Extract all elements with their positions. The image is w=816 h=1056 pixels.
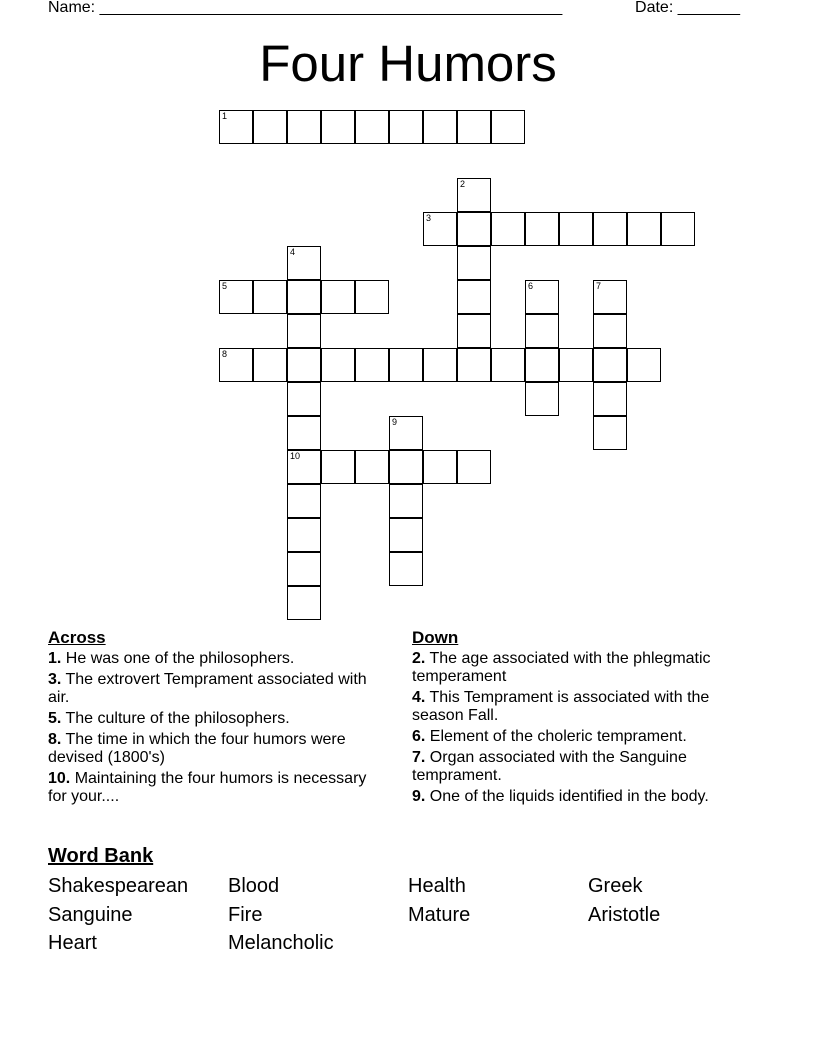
crossword-cell[interactable] [593, 314, 627, 348]
crossword-cell[interactable] [457, 280, 491, 314]
date-field-label: Date: _______ [635, 0, 740, 16]
cell-number: 2 [460, 179, 466, 189]
clue-number: 9. [412, 788, 426, 805]
clue-number: 7. [412, 749, 426, 766]
crossword-cell[interactable] [355, 110, 389, 144]
crossword-cell[interactable] [559, 212, 593, 246]
crossword-cell[interactable] [287, 518, 321, 552]
word-bank-item: Sanguine [48, 904, 133, 926]
crossword-cell[interactable] [287, 110, 321, 144]
crossword-cell[interactable] [389, 552, 423, 586]
word-bank-item: Heart [48, 932, 97, 954]
word-bank-item: Aristotle [588, 904, 661, 926]
clue-down-4 [412, 689, 742, 725]
name-field-label: Name: ____________________________________________________ [48, 0, 563, 16]
across-heading: Across [48, 628, 106, 647]
word-bank-item: Shakespearean [48, 875, 189, 897]
word-bank-item: Melancholic [228, 932, 334, 954]
crossword-cell[interactable] [559, 348, 593, 382]
crossword-cell[interactable] [355, 348, 389, 382]
crossword-cell[interactable] [491, 348, 525, 382]
word-bank-item: Fire [228, 904, 263, 926]
cell-number: 6 [528, 281, 534, 291]
cell-number: 9 [392, 417, 398, 427]
crossword-cell[interactable] [321, 110, 355, 144]
crossword-cell[interactable] [423, 110, 457, 144]
across-clues [48, 629, 378, 809]
crossword-cell[interactable] [287, 348, 321, 382]
crossword-cell[interactable] [321, 450, 355, 484]
crossword-cell[interactable] [287, 246, 321, 280]
crossword-cell[interactable] [287, 586, 321, 620]
crossword-cell[interactable] [457, 212, 491, 246]
cell-number: 5 [222, 281, 228, 291]
crossword-cell[interactable] [287, 552, 321, 586]
cell-number: 1 [222, 111, 228, 121]
clue-number: 10. [48, 770, 71, 787]
down-clues [412, 629, 742, 809]
clue-down-7 [412, 749, 742, 785]
clue-text: This Temprament is associated with the season Fall. [412, 689, 710, 724]
crossword-cell[interactable] [389, 110, 423, 144]
clue-text: Organ associated with the Sanguine temprament. [412, 749, 687, 784]
clue-text: Element of the choleric temprament. [425, 728, 687, 745]
crossword-cell[interactable] [423, 450, 457, 484]
crossword-cell[interactable] [593, 416, 627, 450]
crossword-cell[interactable] [457, 314, 491, 348]
word-bank-item: Mature [408, 904, 471, 926]
crossword-cell[interactable] [491, 212, 525, 246]
crossword-cell[interactable] [219, 280, 253, 314]
clue-across-3 [48, 671, 378, 707]
crossword-cell[interactable] [287, 280, 321, 314]
crossword-cell[interactable] [627, 348, 661, 382]
clue-text: The age associated with the phlegmatic temperament [412, 650, 711, 685]
clue-down-6 [412, 728, 742, 746]
crossword-cell[interactable] [593, 212, 627, 246]
crossword-cell[interactable] [423, 212, 457, 246]
word-bank-item: Health [408, 875, 466, 897]
crossword-cell[interactable] [661, 212, 695, 246]
crossword-cell[interactable] [593, 280, 627, 314]
crossword-cell[interactable] [389, 518, 423, 552]
clue-across-10 [48, 770, 378, 806]
clue-across-1 [48, 650, 378, 668]
word-bank-title: Word Bank [48, 845, 154, 867]
crossword-cell[interactable] [287, 382, 321, 416]
clue-number: 6. [412, 728, 426, 745]
crossword-cell[interactable] [593, 348, 627, 382]
crossword-cell[interactable] [321, 280, 355, 314]
word-bank-item: Greek [588, 875, 643, 897]
crossword-cell[interactable] [253, 348, 287, 382]
crossword-cell[interactable] [321, 348, 355, 382]
crossword-cell[interactable] [287, 314, 321, 348]
crossword-cell[interactable] [355, 280, 389, 314]
crossword-cell[interactable] [287, 484, 321, 518]
clue-down-9 [412, 788, 742, 806]
clue-number: 1. [48, 650, 62, 667]
cell-number: 4 [290, 247, 296, 257]
cell-number: 8 [222, 349, 228, 359]
crossword-cell[interactable] [457, 246, 491, 280]
crossword-cell[interactable] [525, 382, 559, 416]
crossword-cell[interactable] [287, 416, 321, 450]
crossword-cell[interactable] [457, 348, 491, 382]
crossword-cell[interactable] [457, 110, 491, 144]
crossword-cell[interactable] [253, 280, 287, 314]
crossword-cell[interactable] [389, 484, 423, 518]
word-bank-item: Blood [228, 875, 280, 897]
clue-number: 3. [48, 671, 62, 688]
crossword-cell[interactable] [423, 348, 457, 382]
clue-text: The extrovert Temprament associated with air. [48, 671, 367, 706]
page-title: Four Humors [259, 35, 557, 92]
crossword-cell[interactable] [593, 382, 627, 416]
crossword-cell[interactable] [627, 212, 661, 246]
down-heading: Down [412, 628, 459, 647]
cell-number: 7 [596, 281, 602, 291]
clue-text: The time in which the four humors were devised (1800's) [48, 731, 346, 766]
clue-text: He was one of the philosophers. [61, 650, 295, 667]
crossword-cell[interactable] [389, 416, 423, 450]
clue-text: One of the liquids identified in the body. [425, 788, 709, 805]
crossword-cell[interactable] [525, 314, 559, 348]
clue-down-2 [412, 650, 742, 686]
clue-text: The culture of the philosophers. [61, 710, 290, 727]
cell-number: 3 [426, 213, 432, 223]
crossword-cell[interactable] [355, 450, 389, 484]
crossword-cell[interactable] [457, 450, 491, 484]
clue-number: 4. [412, 689, 426, 706]
crossword-cell[interactable] [253, 110, 287, 144]
crossword-cell[interactable] [525, 212, 559, 246]
crossword-cell[interactable] [219, 348, 253, 382]
clue-number: 5. [48, 710, 62, 727]
crossword-cell[interactable] [389, 348, 423, 382]
clue-across-8 [48, 731, 378, 767]
crossword-cell[interactable] [219, 110, 253, 144]
crossword-cell[interactable] [287, 450, 321, 484]
crossword-cell[interactable] [525, 348, 559, 382]
clue-text: Maintaining the four humors is necessary for your.... [48, 770, 367, 805]
crossword-cell[interactable] [525, 280, 559, 314]
cell-number: 10 [290, 451, 301, 461]
crossword-cell[interactable] [389, 450, 423, 484]
clue-number: 8. [48, 731, 62, 748]
crossword-cell[interactable] [491, 110, 525, 144]
clue-across-5 [48, 710, 378, 728]
clue-number: 2. [412, 650, 426, 667]
crossword-cell[interactable] [457, 178, 491, 212]
